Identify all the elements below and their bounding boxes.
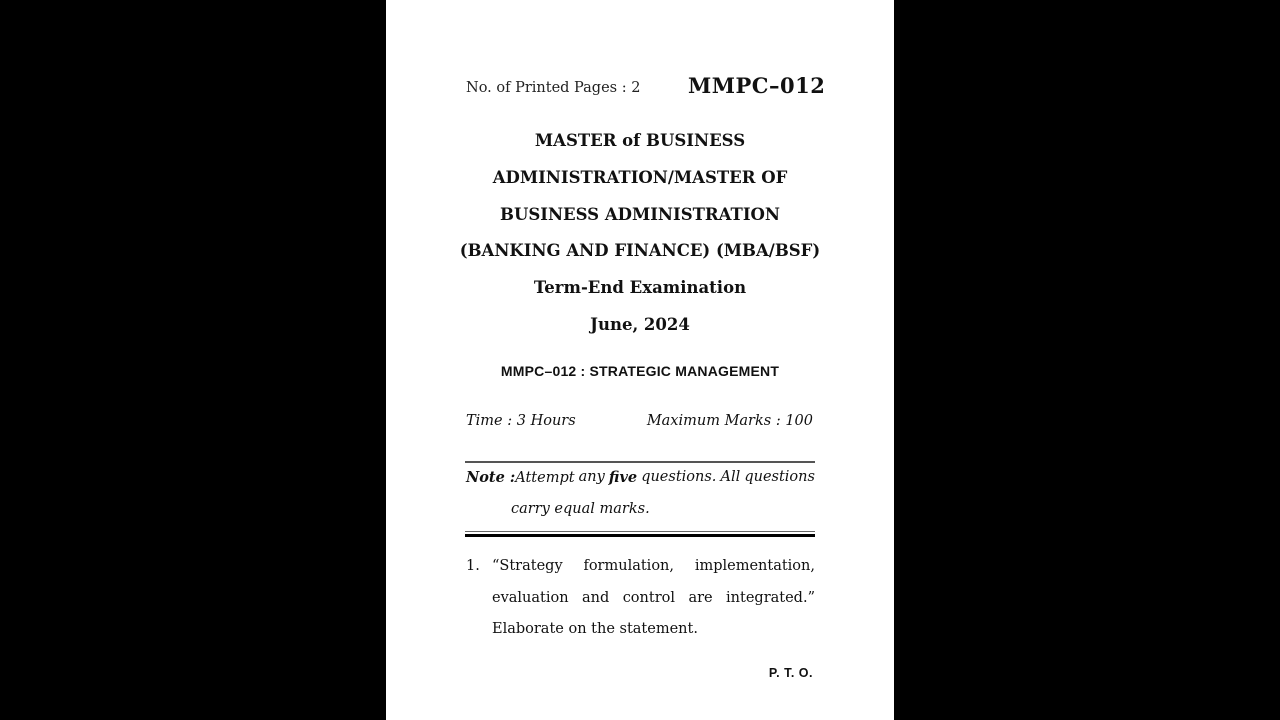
note-line-2: carry equal marks. [511, 501, 650, 517]
printed-pages-count: No. of Printed Pages : 2 [466, 80, 641, 96]
exam-date: June, 2024 [590, 315, 690, 334]
subject-title: MMPC–012 : STRATEGIC MANAGEMENT [500, 363, 780, 379]
note-word: questions. [641, 469, 717, 485]
note-label: Note : [466, 469, 516, 486]
note-word: All [720, 469, 741, 485]
note-line-1 [466, 469, 815, 486]
title-line-3: BUSINESS ADMINISTRATION [500, 205, 780, 224]
exam-time: Time : 3 Hours [466, 413, 576, 429]
question-word: control [622, 590, 676, 606]
title-line-1: MASTER of BUSINESS [534, 131, 746, 150]
note-top-rule [465, 461, 815, 463]
question-number: 1. [466, 558, 480, 574]
question-word: are [688, 590, 713, 606]
exam-type: Term-End Examination [533, 278, 747, 297]
question-line-3: Elaborate on the statement. [492, 621, 698, 637]
note-emphasis-word: five [608, 469, 638, 486]
question-word: formulation, [583, 558, 674, 574]
exam-page [386, 0, 894, 720]
note-bottom-rule-thin [465, 531, 815, 532]
please-turn-over: P. T. O. [768, 666, 813, 680]
question-word: implementation, [694, 558, 815, 574]
question-line-2 [492, 590, 815, 606]
question-word: and [582, 590, 610, 606]
title-line-2: ADMINISTRATION/MASTER OF [492, 168, 788, 187]
max-marks: Maximum Marks : 100 [646, 413, 813, 429]
note-word: any [578, 469, 605, 485]
note-word: questions [744, 469, 815, 485]
question-word: evaluation [492, 590, 569, 606]
note-bottom-rule-thick [465, 534, 815, 537]
note-label-group [466, 469, 575, 486]
title-line-4: (BANKING AND FINANCE) (MBA/BSF) [459, 241, 821, 260]
question-word: integrated.” [726, 590, 815, 606]
question-line-1 [492, 558, 815, 574]
question-word: “Strategy [492, 558, 563, 574]
course-code: MMPC–012 [688, 73, 826, 98]
note-word: Attempt [515, 470, 575, 486]
